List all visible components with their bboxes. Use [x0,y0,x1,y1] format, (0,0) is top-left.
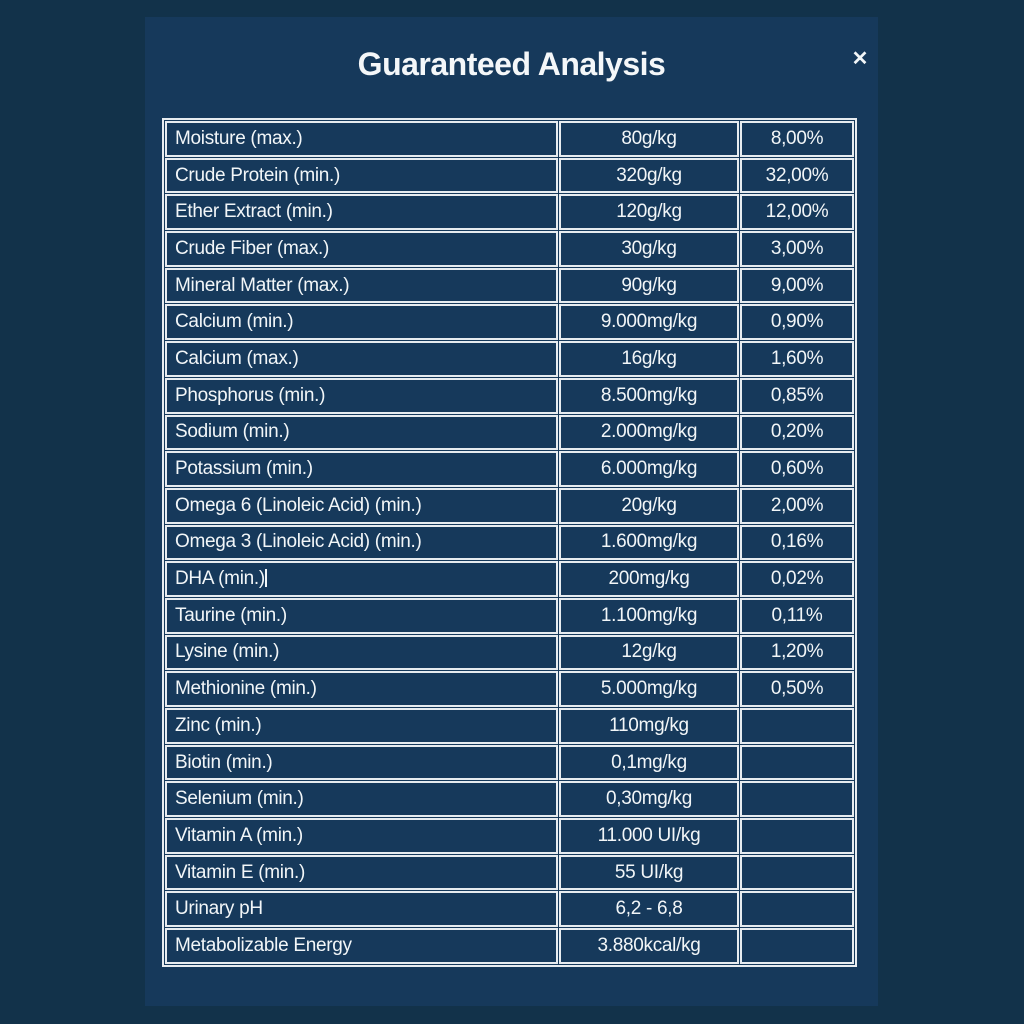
percentage-cell: 3,00% [740,231,854,267]
nutrient-label-cell [165,304,558,340]
text-cursor [265,569,267,587]
percentage-cell: 1,60% [740,341,854,377]
percentage-cell: 0,50% [740,671,854,707]
nutrient-label: Vitamin E (min.) [175,861,305,883]
percentage-cell: 1,20% [740,635,854,671]
table-row [165,268,854,304]
close-icon[interactable]: ✕ [844,43,876,75]
amount-cell: 16g/kg [559,341,739,377]
table-row [165,818,854,854]
nutrient-label-cell [165,488,558,524]
percentage-cell [740,781,854,817]
table-row [165,745,854,781]
table-row [165,891,854,927]
table-row [165,525,854,561]
nutrient-label: Crude Fiber (max.) [175,237,330,259]
nutrient-label: Taurine (min.) [175,604,287,626]
amount-cell: 3.880kcal/kg [559,928,739,964]
amount-cell: 20g/kg [559,488,739,524]
table-row [165,194,854,230]
amount-cell: 320g/kg [559,158,739,194]
nutrient-label: Ether Extract (min.) [175,201,333,223]
table-row [165,121,854,157]
amount-cell: 9.000mg/kg [559,304,739,340]
amount-cell: 11.000 UI/kg [559,818,739,854]
amount-cell: 1.100mg/kg [559,598,739,634]
percentage-cell: 0,11% [740,598,854,634]
nutrient-label-cell [165,598,558,634]
nutrient-label: Lysine (min.) [175,641,280,663]
nutrient-label: Selenium (min.) [175,788,304,810]
nutrient-label: Omega 6 (Linoleic Acid) (min.) [175,494,422,516]
nutrient-label-cell [165,891,558,927]
table-row [165,561,854,597]
nutrient-label-cell[interactable] [165,561,558,597]
percentage-cell [740,708,854,744]
table-row [165,598,854,634]
amount-cell: 0,1mg/kg [559,745,739,781]
table-row [165,488,854,524]
percentage-cell: 0,16% [740,525,854,561]
amount-cell: 110mg/kg [559,708,739,744]
table-row [165,231,854,267]
nutrient-label: Calcium (min.) [175,311,294,333]
amount-cell: 90g/kg [559,268,739,304]
amount-cell: 80g/kg [559,121,739,157]
nutrient-label-cell [165,745,558,781]
nutrient-label-cell [165,451,558,487]
amount-cell: 30g/kg [559,231,739,267]
percentage-cell [740,745,854,781]
nutrient-label: Crude Protein (min.) [175,164,341,186]
amount-cell: 200mg/kg [559,561,739,597]
percentage-cell: 12,00% [740,194,854,230]
table-row [165,708,854,744]
nutrient-label-cell [165,928,558,964]
table-row [165,671,854,707]
nutrient-label-cell [165,194,558,230]
percentage-cell: 2,00% [740,488,854,524]
amount-cell: 120g/kg [559,194,739,230]
nutrient-label-cell [165,158,558,194]
percentage-cell: 0,60% [740,451,854,487]
nutrient-label: Mineral Matter (max.) [175,274,350,296]
percentage-cell [740,891,854,927]
amount-cell: 12g/kg [559,635,739,671]
amount-cell: 6.000mg/kg [559,451,739,487]
nutrient-label-cell [165,415,558,451]
percentage-cell: 0,20% [740,415,854,451]
nutrient-label-cell [165,818,558,854]
amount-cell: 1.600mg/kg [559,525,739,561]
table-row [165,781,854,817]
table-row [165,415,854,451]
amount-cell: 0,30mg/kg [559,781,739,817]
amount-cell: 6,2 - 6,8 [559,891,739,927]
table-row [165,635,854,671]
guaranteed-analysis-modal [145,17,878,1006]
table-row [165,304,854,340]
amount-cell: 5.000mg/kg [559,671,739,707]
nutrient-label: Methionine (min.) [175,678,317,700]
table-row [165,378,854,414]
nutrient-label-cell [165,855,558,891]
nutrient-label-cell [165,341,558,377]
nutrient-label: Metabolizable Energy [175,934,352,956]
percentage-cell: 32,00% [740,158,854,194]
nutrient-label-cell [165,671,558,707]
nutrient-label-cell [165,268,558,304]
nutrient-label: Zinc (min.) [175,714,262,736]
nutrient-label: DHA (min.) [175,568,265,590]
percentage-cell: 0,02% [740,561,854,597]
table-row [165,928,854,964]
nutrient-label: Calcium (max.) [175,347,299,369]
percentage-cell [740,855,854,891]
percentage-cell [740,818,854,854]
percentage-cell: 0,90% [740,304,854,340]
nutrient-label: Sodium (min.) [175,421,290,443]
nutrient-label-cell [165,231,558,267]
nutrient-label-cell [165,378,558,414]
percentage-cell: 0,85% [740,378,854,414]
amount-cell: 2.000mg/kg [559,415,739,451]
amount-cell: 8.500mg/kg [559,378,739,414]
analysis-table [162,118,857,967]
nutrient-label-cell [165,635,558,671]
table-row [165,855,854,891]
table-row [165,451,854,487]
table-row [165,341,854,377]
nutrient-label-cell [165,781,558,817]
nutrient-label: Moisture (max.) [175,127,303,149]
nutrient-label: Omega 3 (Linoleic Acid) (min.) [175,531,422,553]
nutrient-label-cell [165,525,558,561]
percentage-cell: 9,00% [740,268,854,304]
nutrient-label: Urinary pH [175,898,263,920]
percentage-cell [740,928,854,964]
modal-title: Guaranteed Analysis [357,46,666,82]
nutrient-label-cell [165,121,558,157]
percentage-cell: 8,00% [740,121,854,157]
nutrient-label-cell [165,708,558,744]
nutrient-label: Potassium (min.) [175,458,313,480]
nutrient-label: Vitamin A (min.) [175,824,303,846]
table-row [165,158,854,194]
nutrient-label: Biotin (min.) [175,751,273,773]
nutrient-label: Phosphorus (min.) [175,384,326,406]
amount-cell: 55 UI/kg [559,855,739,891]
